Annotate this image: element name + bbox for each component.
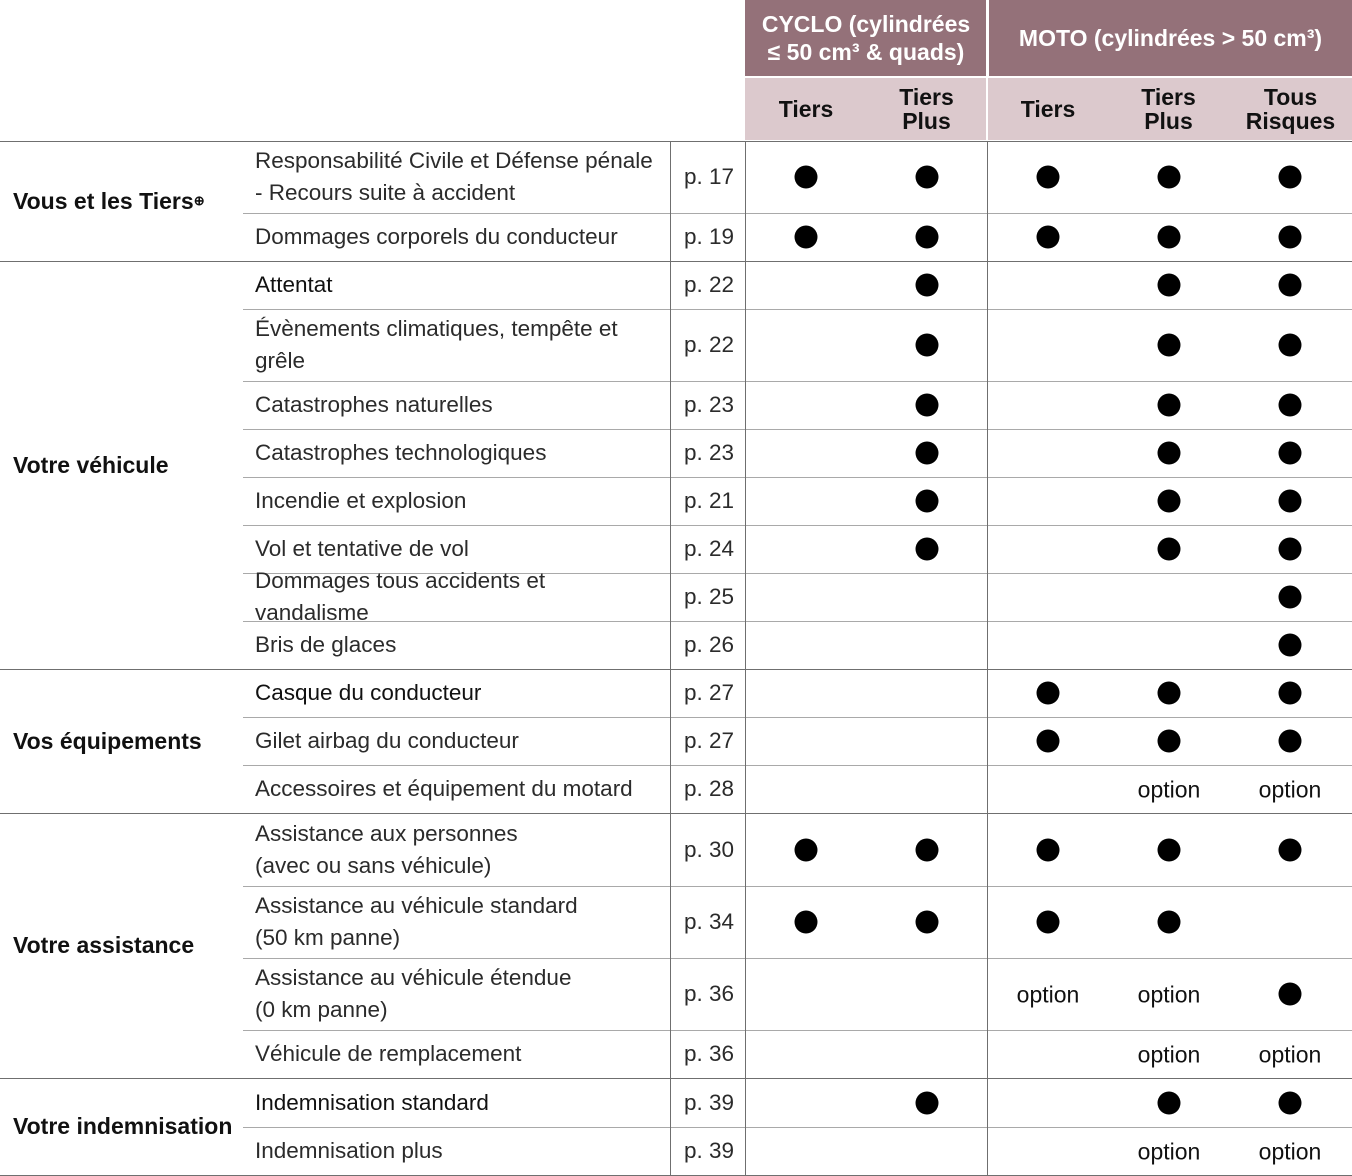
plus-circle-icon: ⊕ [193,193,205,208]
formula-header-4 [1229,78,1352,140]
included-dot-icon [1037,166,1060,189]
formula-header-line1: Tous [1263,84,1318,110]
row-divider [0,669,1352,670]
included-dot-icon [1158,538,1181,561]
included-dot-icon [1158,334,1181,357]
formula-header-line1: Tiers [1141,84,1196,110]
guarantee-label [255,621,665,669]
formula-header-line2: Risques [1245,108,1336,134]
included-dot-icon [1279,490,1302,513]
included-dot-icon [1279,274,1302,297]
included-dot-icon [1158,226,1181,249]
included-dot-icon [1279,334,1302,357]
guarantee-label-text: Casque du conducteur [255,680,482,705]
guarantee-label-text: Bris de glaces [255,632,397,657]
page-reference: p. 23 [684,392,735,417]
included-dot-icon [1158,394,1181,417]
included-dot-icon [1158,166,1181,189]
included-dot-icon [1037,682,1060,705]
page-reference: p. 39 [684,1089,735,1115]
included-dot-icon [1158,838,1181,861]
included-dot-icon [795,226,818,249]
guarantee-label-text: Assistance au véhicule standard (50 km panne) [255,893,578,950]
page-reference: p. 27 [684,680,735,705]
included-dot-icon [1279,586,1302,609]
formula-header-0 [745,78,867,140]
included-dot-icon [916,538,939,561]
cyclo-header-line2: ≤ 50 cm³ & quads) [767,39,965,65]
included-dot-icon [1158,490,1181,513]
guarantee-label [255,1078,665,1127]
included-dot-icon [1279,983,1302,1006]
included-dot-icon [1037,226,1060,249]
page-reference: p. 17 [684,164,735,189]
guarantee-label [255,717,665,765]
page-reference: p. 23 [684,440,735,465]
included-dot-icon [1037,911,1060,934]
formula-header-3 [1108,78,1229,140]
guarantee-label-text: Catastrophes naturelles [255,392,493,417]
group-label-text: Votre indemnisation [13,1113,233,1139]
included-dot-icon [1037,730,1060,753]
page-reference: p. 24 [684,536,735,561]
guarantee-label-text: Dommages corporels du conducteur [255,224,618,249]
included-dot-icon [1158,442,1181,465]
included-dot-icon [1279,634,1302,657]
included-dot-icon [916,911,939,934]
page-reference: p. 28 [684,776,735,801]
group-label [13,813,194,1078]
column-divider [987,141,988,1175]
included-dot-icon [1279,226,1302,249]
guarantee-label [255,261,665,309]
group-label-text: Vous et les Tiers [13,187,194,214]
included-dot-icon [1158,911,1181,934]
page-reference: p. 30 [684,836,735,862]
formula-header-line1: Tiers [778,96,834,122]
included-dot-icon [1279,538,1302,561]
guarantee-label-text: Responsabilité Civile et Défense pénale - Recours suite à accident [255,148,653,205]
guarantee-label [255,141,665,213]
included-dot-icon [1037,838,1060,861]
group-label [13,1078,232,1175]
moto-header [989,0,1352,76]
included-dot-icon [795,911,818,934]
guarantee-label-text: Assistance au véhicule étendue (0 km panne) [255,965,572,1022]
option-text: option [1137,776,1201,803]
guarantee-label [255,765,665,813]
formula-header-line2: Plus [902,108,951,134]
included-dot-icon [916,394,939,417]
included-dot-icon [1279,442,1302,465]
guarantee-label-text: Incendie et explosion [255,488,467,513]
guarantee-label [255,381,665,429]
guarantee-label-text: Évènements climatiques, tempête et grêle [255,316,618,373]
page-reference: p. 25 [684,584,735,609]
page-reference: p. 19 [684,224,735,249]
column-divider [745,141,746,1175]
included-dot-icon [916,1091,939,1114]
option-text: option [1258,776,1322,803]
included-dot-icon [1158,274,1181,297]
guarantee-label-text: Vol et tentative de vol [255,536,469,561]
moto-header-title: MOTO (cylindrées > 50 cm³) [1018,25,1323,51]
group-label-text: Vos équipements [13,727,202,754]
row-divider [0,261,1352,262]
option-text: option [1137,1041,1201,1068]
page-reference: p. 36 [684,1041,735,1066]
guarantee-label [255,429,665,477]
included-dot-icon [916,838,939,861]
formula-header-line1: Tiers [899,84,954,110]
group-label [13,261,169,669]
included-dot-icon [1158,682,1181,705]
included-dot-icon [916,490,939,513]
guarantee-label-text: Indemnisation plus [255,1138,443,1163]
included-dot-icon [1279,838,1302,861]
page-reference: p. 21 [684,488,735,513]
guarantee-label [255,813,665,886]
guarantee-label-text: Indemnisation standard [255,1089,489,1115]
guarantee-label-text: Dommages tous accidents et vandalisme [255,568,546,625]
included-dot-icon [1279,394,1302,417]
guarantee-label [255,886,665,958]
included-dot-icon [795,166,818,189]
included-dot-icon [916,166,939,189]
group-label [13,669,202,813]
page-reference: p. 36 [684,981,735,1006]
guarantee-label-text: Accessoires et équipement du motard [255,776,633,801]
group-label-text: Votre assistance [13,932,195,958]
guarantee-label [255,669,665,717]
included-dot-icon [916,274,939,297]
guarantee-label [255,477,665,525]
row-divider [0,813,1352,814]
guarantee-label [255,568,665,625]
guarantee-label [255,958,665,1030]
page-reference: p. 39 [684,1138,735,1163]
guarantee-label-text: Assistance aux personnes (avec ou sans véhicule) [255,820,518,878]
included-dot-icon [1158,730,1181,753]
option-text: option [1258,1138,1322,1165]
column-divider [670,141,671,1175]
formula-header-1 [867,78,986,140]
group-label [13,141,205,261]
guarantee-label [255,309,665,381]
guarantee-label [255,213,665,261]
option-text: option [1137,1138,1201,1165]
page-reference: p. 26 [684,632,735,657]
included-dot-icon [1158,1091,1181,1114]
included-dot-icon [916,334,939,357]
included-dot-icon [916,226,939,249]
guarantee-label-text: Gilet airbag du conducteur [255,728,519,753]
option-text: option [1137,981,1201,1008]
guarantee-label [255,1127,665,1175]
page-reference: p. 34 [684,909,735,934]
group-label-text: Votre véhicule [13,451,169,478]
formula-header-line2: Plus [1144,108,1193,134]
included-dot-icon [1279,730,1302,753]
included-dot-icon [1279,1091,1302,1114]
included-dot-icon [916,442,939,465]
page-reference: p. 22 [684,332,735,357]
header-separator [986,0,988,140]
cyclo-header-line1: CYCLO (cylindrées [761,11,971,37]
formula-header-line1: Tiers [1020,96,1076,122]
page-reference: p. 27 [684,728,735,753]
included-dot-icon [1279,682,1302,705]
included-dot-icon [795,838,818,861]
option-text: option [1016,981,1080,1008]
option-text: option [1258,1041,1322,1068]
page-reference: p. 22 [684,272,735,297]
included-dot-icon [1279,166,1302,189]
guarantee-label-text: Véhicule de remplacement [255,1041,522,1066]
cyclo-header [745,0,987,76]
guarantee-label-text: Attentat [255,272,333,297]
formula-header-2 [988,78,1108,140]
guarantee-label [255,1030,665,1078]
guarantee-label-text: Catastrophes technologiques [255,440,547,465]
